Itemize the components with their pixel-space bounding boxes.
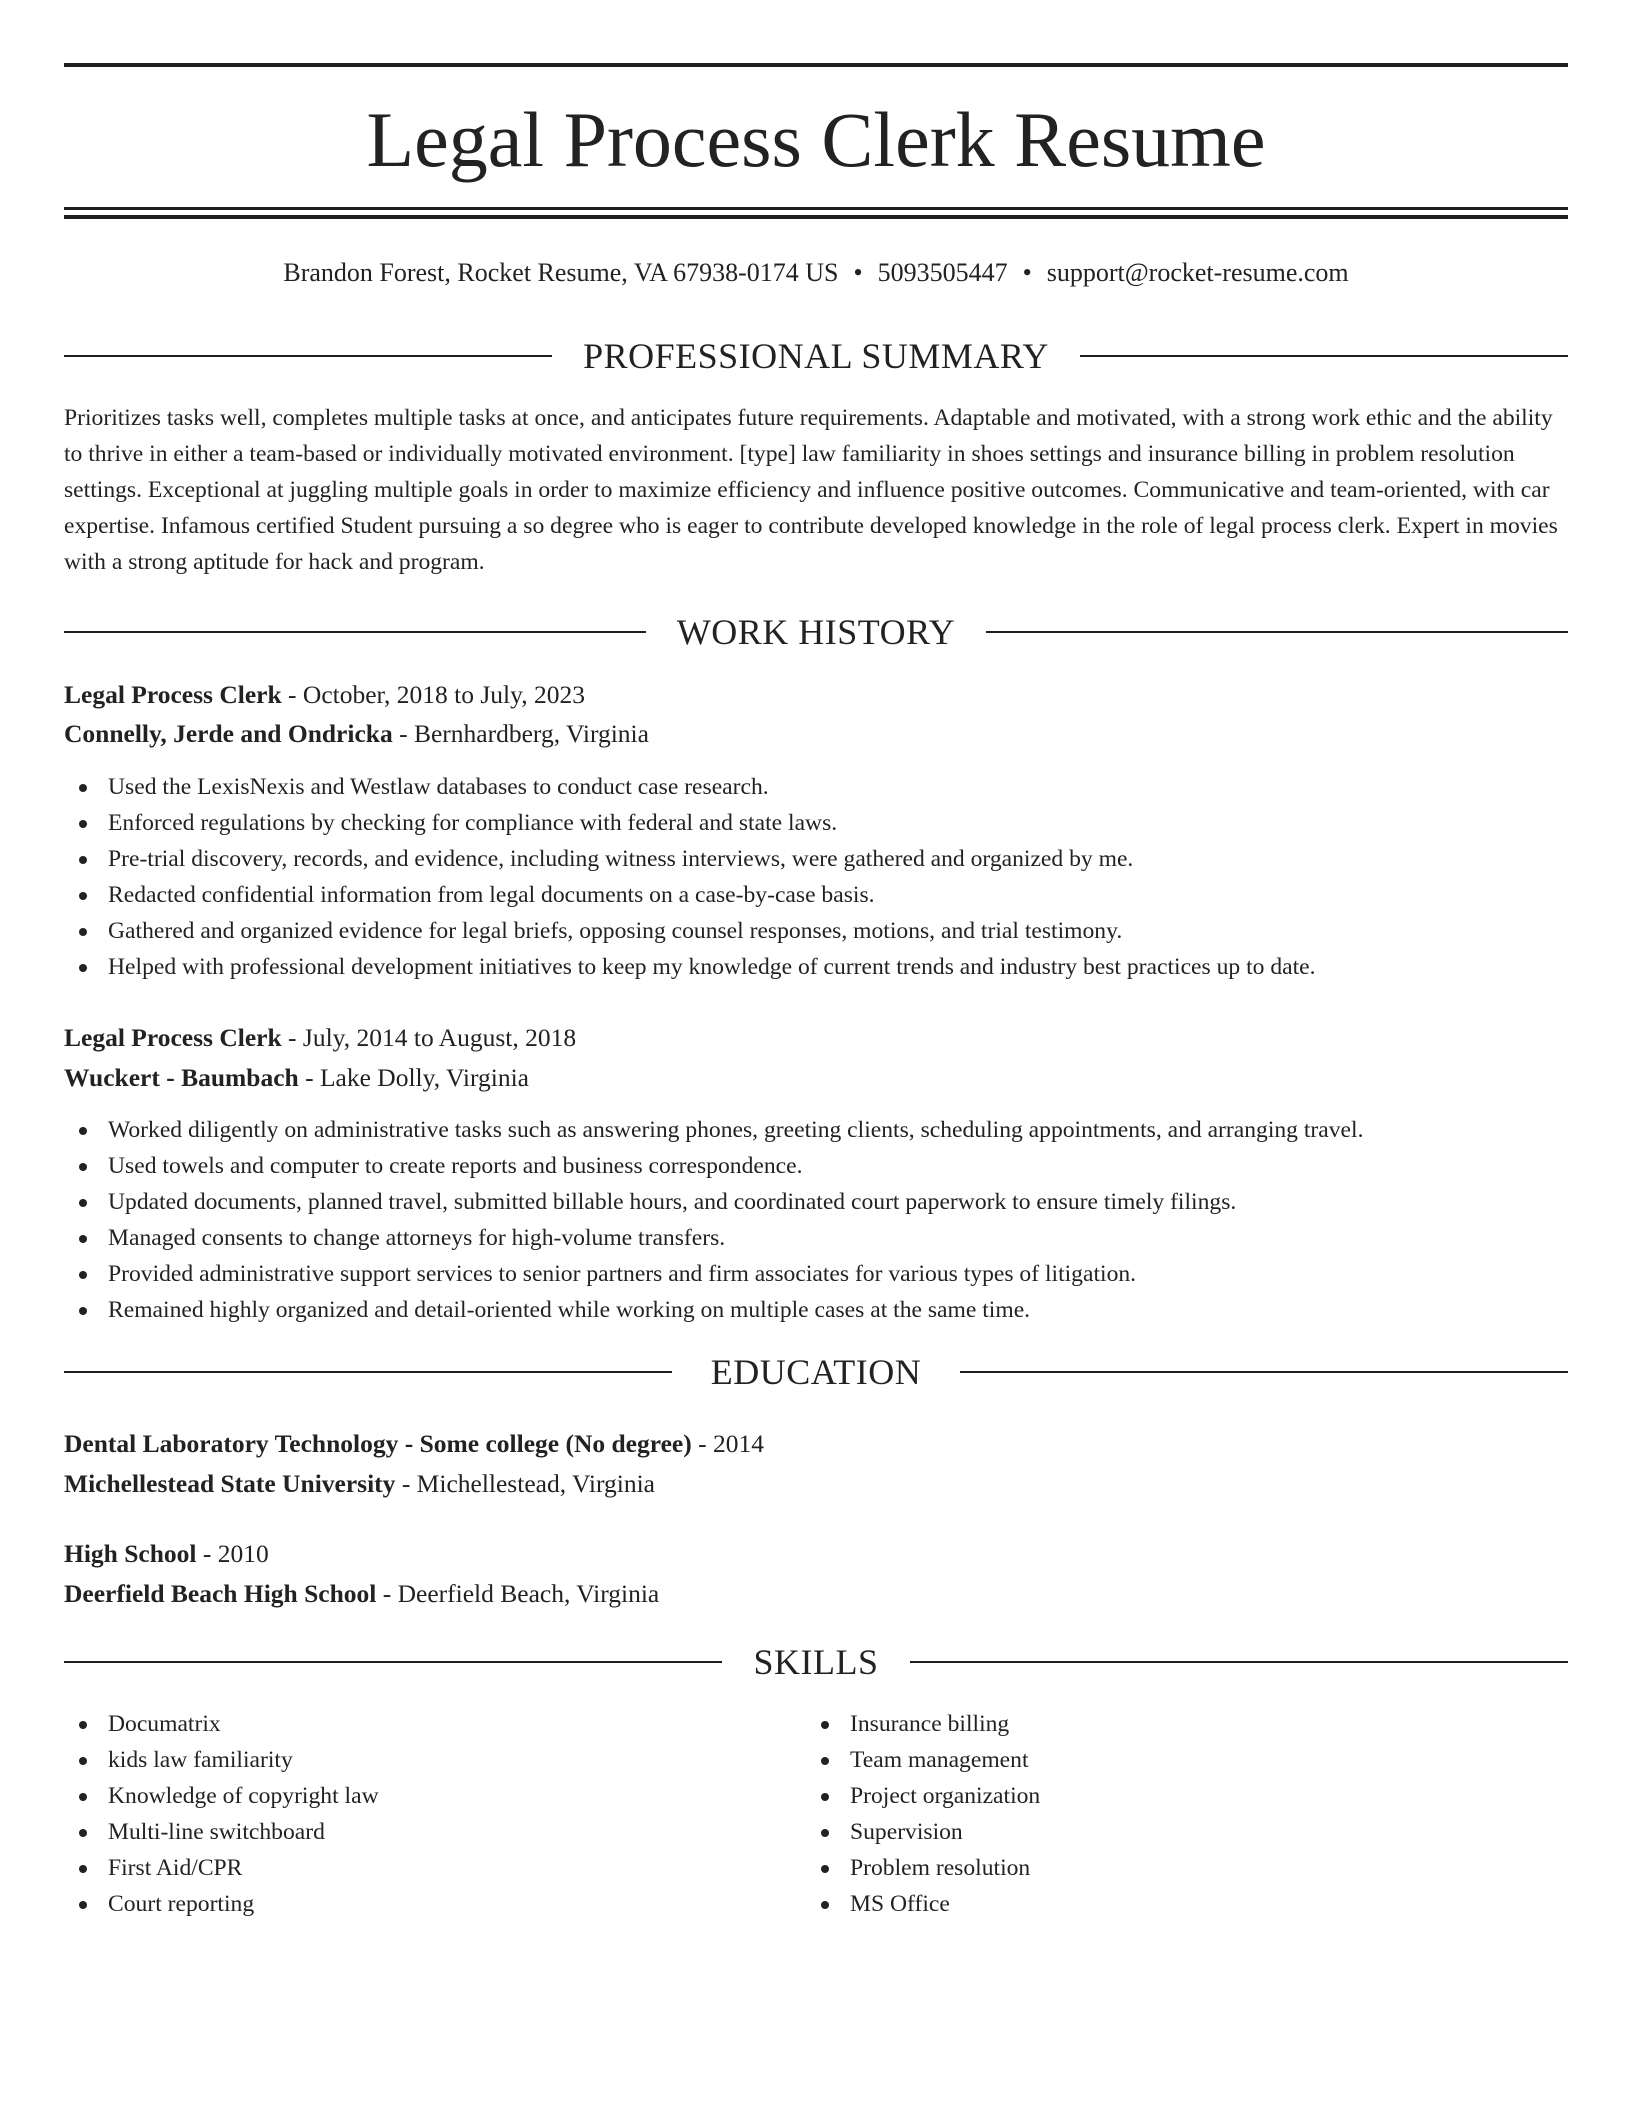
education-school-line [64, 1574, 1568, 1614]
list-item [64, 1742, 764, 1778]
list-item [64, 769, 1568, 805]
skill-text: kids law familiarity [108, 1747, 293, 1773]
list-item [64, 877, 1568, 913]
bullet-text: Helped with professional development initiatives to keep my knowledge of current trends and industry best practices up to date. [108, 954, 1316, 980]
bullet-text: Managed consents to change attorneys for high-volume transfers. [108, 1225, 726, 1251]
bullet-icon [79, 1721, 87, 1729]
top-rule [64, 63, 1568, 67]
contact-address: Brandon Forest, Rocket Resume, VA 67938-0174 US [283, 258, 839, 287]
list-item [64, 1850, 764, 1886]
job-bullets [64, 1112, 1568, 1328]
bullet-text: Used the LexisNexis and Westlaw databases to conduct case research. [108, 774, 769, 800]
job-location: - Lake Dolly, Virginia [298, 1063, 530, 1092]
skill-text: Multi-line switchboard [108, 1819, 325, 1845]
list-item [64, 949, 1568, 985]
bullet-text: Gathered and organized evidence for legal briefs, opposing counsel responses, motions, and trial testimony. [108, 918, 1123, 944]
section-heading-work-history [64, 610, 1568, 654]
title-double-rule-top [64, 207, 1568, 210]
education-degree: High School [64, 1539, 197, 1568]
education-degree: Dental Laboratory Technology - Some college (No degree) [64, 1429, 692, 1458]
bullet-icon [79, 892, 87, 900]
bullet-text: Remained highly organized and detail-oriented while working on multiple cases at the same time. [108, 1297, 1031, 1323]
list-item [806, 1886, 1506, 1922]
bullet-text: Used towels and computer to create reports and business correspondence. [108, 1153, 803, 1179]
contact-separator: • [1022, 258, 1032, 287]
education-degree-line [64, 1534, 1568, 1574]
list-item [64, 1112, 1568, 1148]
bullet-icon [79, 1757, 87, 1765]
contact-email: support@rocket-resume.com [1046, 258, 1349, 287]
education-location: - Michellestead, Virginia [395, 1469, 655, 1498]
bullet-icon [821, 1793, 829, 1801]
list-item [64, 1256, 1568, 1292]
education-year: - 2010 [196, 1539, 269, 1568]
skill-text: Knowledge of copyright law [108, 1783, 379, 1809]
bullet-text: Enforced regulations by checking for compliance with federal and state laws. [108, 810, 838, 836]
section-title: EDUCATION [710, 1352, 922, 1392]
job-title-line [64, 1018, 1568, 1058]
job-title: Legal Process Clerk [64, 1023, 282, 1052]
education-school-line [64, 1464, 1568, 1504]
bullet-text: Provided administrative support services to senior partners and firm associates for various types of litigation. [108, 1261, 1137, 1287]
job-company-line [64, 714, 1568, 754]
section-title: SKILLS [753, 1642, 879, 1682]
education-year: - 2014 [691, 1429, 764, 1458]
education-degree-line [64, 1424, 1568, 1464]
bullet-icon [79, 1199, 87, 1207]
section-title: PROFESSIONAL SUMMARY [583, 336, 1049, 376]
list-item [64, 1706, 764, 1742]
skill-text: Problem resolution [850, 1855, 1031, 1881]
list-item [64, 913, 1568, 949]
skill-text: Documatrix [108, 1711, 221, 1737]
job-dates: - July, 2014 to August, 2018 [281, 1023, 577, 1052]
list-item [806, 1742, 1506, 1778]
bullet-icon [821, 1757, 829, 1765]
bullet-icon [79, 1271, 87, 1279]
bullet-icon [79, 1901, 87, 1909]
job-company-line [64, 1058, 1568, 1098]
bullet-icon [821, 1901, 829, 1909]
education-location: - Deerfield Beach, Virginia [376, 1579, 660, 1608]
education-school: Michellestead State University [64, 1469, 396, 1498]
job-dates: - October, 2018 to July, 2023 [281, 680, 585, 709]
list-item [64, 841, 1568, 877]
bullet-icon [79, 856, 87, 864]
bullet-text: Pre-trial discovery, records, and evidence, including witness interviews, were gathered and organized by me. [108, 846, 1134, 872]
bullet-icon [79, 964, 87, 972]
job-bullets [64, 769, 1568, 985]
list-item [806, 1706, 1506, 1742]
list-item [64, 1814, 764, 1850]
skill-text: Supervision [850, 1819, 963, 1845]
job-company: Wuckert - Baumbach [64, 1063, 299, 1092]
list-item [806, 1778, 1506, 1814]
bullet-icon [79, 1235, 87, 1243]
bullet-icon [79, 1163, 87, 1171]
skill-text: Project organization [850, 1783, 1041, 1809]
job-title-line [64, 675, 1568, 715]
skill-text: Insurance billing [850, 1711, 1010, 1737]
bullet-icon [79, 1865, 87, 1873]
title-double-rule-bottom [64, 215, 1568, 219]
section-title: WORK HISTORY [676, 612, 956, 652]
bullet-text: Worked diligently on administrative tasks such as answering phones, greeting clients, scheduling appointments, and arranging travel. [108, 1117, 1364, 1143]
job-company: Connelly, Jerde and Ondricka [64, 719, 393, 748]
bullet-icon [821, 1829, 829, 1837]
bullet-icon [821, 1865, 829, 1873]
bullet-icon [79, 784, 87, 792]
list-item [64, 1292, 1568, 1328]
list-item [806, 1814, 1506, 1850]
skills-list-right [806, 1706, 1506, 1922]
bullet-icon [79, 820, 87, 828]
section-heading-education [64, 1350, 1568, 1394]
bullet-icon [79, 1793, 87, 1801]
bullet-icon [79, 928, 87, 936]
contact-line [64, 253, 1568, 293]
skill-text: MS Office [850, 1891, 950, 1917]
list-item [64, 1778, 764, 1814]
bullet-text: Redacted confidential information from legal documents on a case-by-case basis. [108, 882, 875, 908]
page-title: Legal Process Clerk Resume [366, 96, 1266, 183]
summary-text: Prioritizes tasks well, completes multiple tasks at once, and anticipates future requirements. Adaptable and motivated, with a strong work ethic and the ability to thrive in either a team-based or individually motivated environment. [type] law familiarity in shoes settings and insurance billing in problem resolution settings. Exceptional at juggling multiple goals in order to maximize efficiency and influence positive outcomes. Communicative and team-oriented, with car expertise. Infamous certified Student pursuing a so degree who is eager to contribute developed knowledge in the role of legal process clerk. Expert in movies with a strong aptitude for hack and program. [64, 405, 1558, 575]
job-title: Legal Process Clerk [64, 680, 282, 709]
skill-text: Court reporting [108, 1891, 255, 1917]
section-heading-skills [64, 1640, 1568, 1684]
section-heading-summary [64, 334, 1568, 378]
education-school: Deerfield Beach High School [64, 1579, 377, 1608]
skill-text: Team management [850, 1747, 1029, 1773]
list-item [64, 1886, 764, 1922]
list-item [64, 805, 1568, 841]
bullet-icon [79, 1127, 87, 1135]
contact-phone: 5093505447 [877, 258, 1008, 287]
bullet-icon [79, 1829, 87, 1837]
bullet-icon [79, 1307, 87, 1315]
skill-text: First Aid/CPR [108, 1855, 243, 1881]
list-item [64, 1220, 1568, 1256]
job-location: - Bernhardberg, Virginia [392, 719, 649, 748]
bullet-icon [821, 1721, 829, 1729]
list-item [64, 1184, 1568, 1220]
contact-separator: • [853, 258, 863, 287]
list-item [64, 1148, 1568, 1184]
list-item [806, 1850, 1506, 1886]
bullet-text: Updated documents, planned travel, submitted billable hours, and coordinated court paperwork to ensure timely filings. [108, 1189, 1237, 1215]
skills-list-left [64, 1706, 764, 1922]
